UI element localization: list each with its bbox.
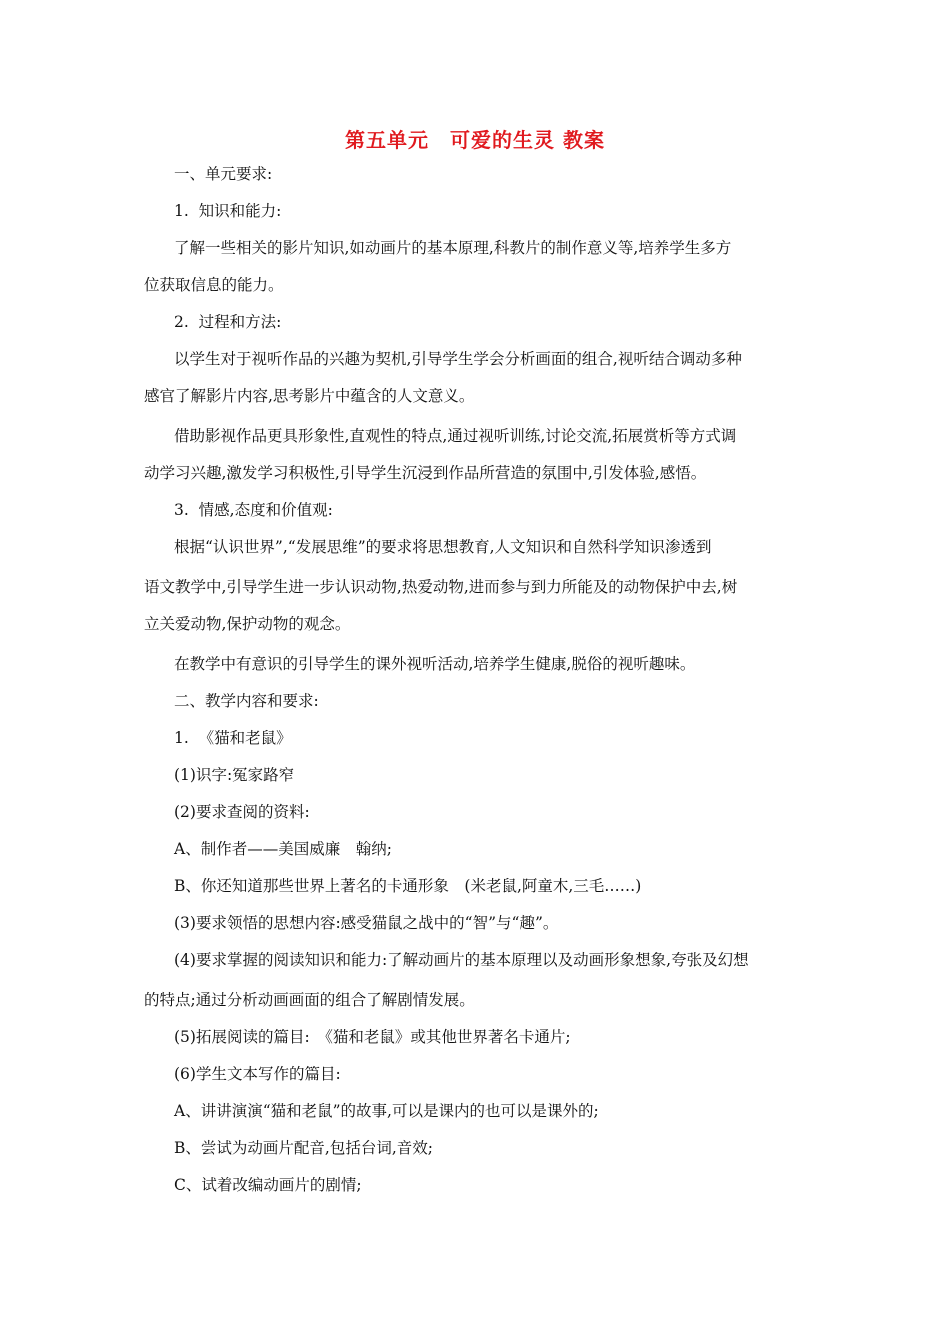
list-item: B、尝试为动画片配音,包括台词,音效; [174, 1139, 433, 1157]
paragraph-line: 的特点;通过分析动画画面的组合了解剧情发展。 [144, 991, 475, 1009]
subsection-heading: 3. 情感,态度和价值观: [174, 501, 333, 519]
list-item: A、讲讲演演“猫和老鼠”的故事,可以是课内的也可以是课外的; [174, 1102, 599, 1120]
paragraph-line: 立关爱动物,保护动物的观念。 [144, 615, 351, 633]
list-item: 1. 《猫和老鼠》 [174, 729, 292, 747]
paragraph-line: 位获取信息的能力。 [144, 276, 284, 294]
section-heading: 二、教学内容和要求: [174, 692, 319, 710]
subsection-heading: 2. 过程和方法: [174, 313, 282, 331]
paragraph-line: 动学习兴趣,激发学习积极性,引导学生沉浸到作品所营造的氛围中,引发体验,感悟。 [144, 464, 707, 482]
paragraph-line: 感官了解影片内容,思考影片中蕴含的人文意义。 [144, 387, 475, 405]
paragraph-line: 借助影视作品更具形象性,直观性的特点,通过视听训练,讨论交流,拓展赏析等方式调 [174, 427, 737, 445]
list-item: (1)识字:冤家路窄 [174, 766, 295, 784]
list-item: (3)要求领悟的思想内容:感受猫鼠之战中的“智”与“趣”。 [174, 914, 559, 932]
list-item: A、制作者——美国威廉 翰纳; [174, 840, 392, 858]
paragraph-line: 以学生对于视听作品的兴趣为契机,引导学生学会分析画面的组合,视听结合调动多种 [174, 350, 742, 368]
paragraph-line: 在教学中有意识的引导学生的课外视听活动,培养学生健康,脱俗的视听趣味。 [174, 655, 696, 673]
list-item: (4)要求掌握的阅读知识和能力:了解动画片的基本原理以及动画形象想象,夸张及幻想 [174, 951, 749, 969]
paragraph-line: 了解一些相关的影片知识,如动画片的基本原理,科教片的制作意义等,培养学生多方 [174, 239, 732, 257]
page-title: 第五单元 可爱的生灵 教案 [345, 128, 605, 152]
section-heading: 一、单元要求: [174, 165, 273, 183]
list-item: C、试着改编动画片的剧情; [174, 1176, 362, 1194]
list-item: (6)学生文本写作的篇目: [174, 1065, 341, 1083]
paragraph-line: 根据“认识世界”,“发展思维”的要求将思想教育,人文知识和自然科学知识渗透到 [174, 538, 712, 556]
list-item: B、你还知道那些世界上著名的卡通形象 (米老鼠,阿童木,三毛……) [174, 877, 642, 895]
subsection-heading: 1. 知识和能力: [174, 202, 282, 220]
list-item: (5)拓展阅读的篇目: 《猫和老鼠》或其他世界著名卡通片; [174, 1028, 571, 1046]
paragraph-line: 语文教学中,引导学生进一步认识动物,热爱动物,进而参与到力所能及的动物保护中去,树 [144, 578, 738, 596]
list-item: (2)要求查阅的资料: [174, 803, 310, 821]
